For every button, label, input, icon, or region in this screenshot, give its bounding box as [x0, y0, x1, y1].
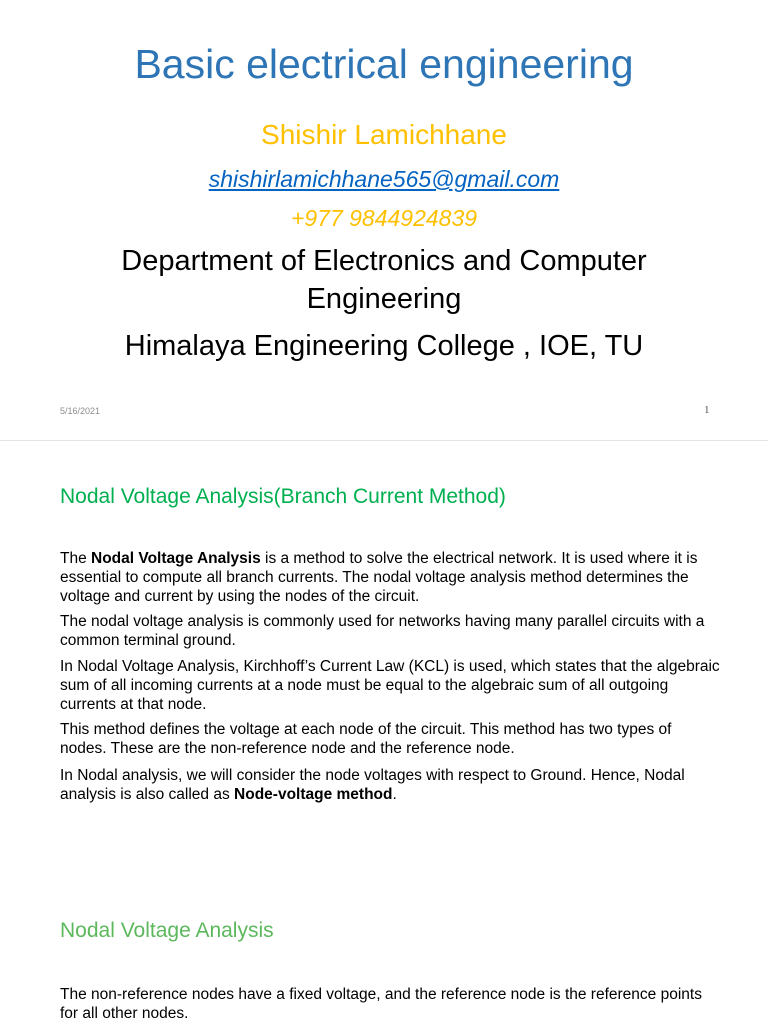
slide3-paragraph-1: The non-reference nodes have a fixed voltage, and the reference node is the reference points for all other nodes. [60, 986, 702, 1022]
slide-heading-2: Nodal Voltage Analysis [60, 919, 274, 942]
college-name: Himalaya Engineering College , IOE, TU [124, 330, 644, 362]
p5-pre: In Nodal analysis, we will consider the node voltages with respect to Ground. Hence, Nodal analysis is also called as [60, 767, 685, 803]
p5-post: . [392, 786, 397, 803]
paragraph-1 [60, 549, 720, 606]
author-name: Shishir Lamichhane [261, 119, 507, 150]
slide-page-number: 1 [704, 404, 710, 416]
slide-heading: Nodal Voltage Analysis(Branch Current Method) [60, 485, 506, 508]
p1-post: is a method to solve the electrical network. It is used where it is essential to compute all branch currents. The nodal voltage analysis method determines the voltage and current by using the nodes of the circuit. [60, 550, 698, 605]
slide-title: Basic electrical engineering [134, 41, 634, 87]
nodal-analysis-slide-2 [0, 839, 768, 1024]
author-phone: +977 9844924839 [290, 205, 478, 231]
title-slide [0, 0, 768, 440]
department-name: Department of Electronics and Computer Engineering [121, 245, 647, 315]
slide-date: 5/16/2021 [60, 406, 101, 416]
paragraph-5 [60, 766, 720, 804]
paragraph-4: This method defines the voltage at each node of the circuit. This method has two types of nodes. These are the non-reference node and the reference node. [60, 721, 672, 757]
p1-bold: Nodal Voltage Analysis [91, 550, 261, 567]
paragraph-2: The nodal voltage analysis is commonly used for networks having many parallel circuits with a common terminal ground. [60, 613, 705, 649]
author-email-link[interactable]: shishirlamichhane565@gmail.com [208, 166, 560, 192]
p5-bold: Node-voltage method [234, 786, 393, 803]
paragraph-3: In Nodal Voltage Analysis, Kirchhoff’s Current Law (KCL) is used, which states that the algebraic sum of all incoming currents at a node must be equal to the algebraic sum of all outgoing currents at that node. [60, 658, 720, 713]
nodal-analysis-slide [0, 441, 768, 839]
p1-pre: The [60, 550, 92, 567]
